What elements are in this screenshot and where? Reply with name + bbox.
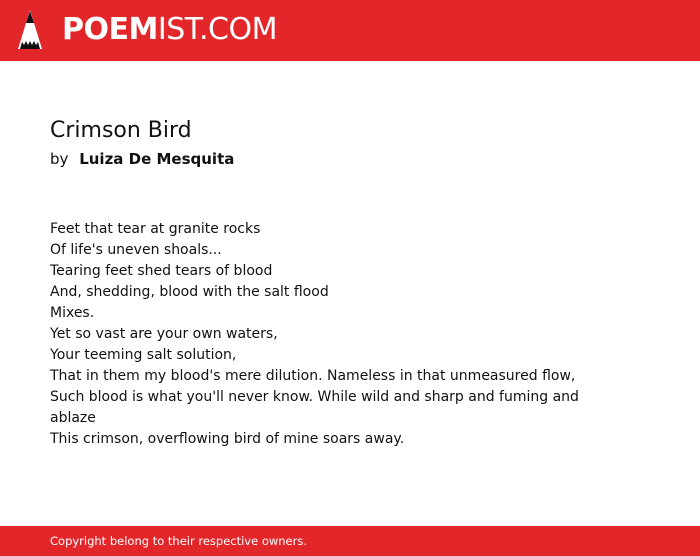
poem-body xyxy=(50,219,590,450)
poem-line: Yet so vast are your own waters, xyxy=(50,326,278,342)
by-label: by xyxy=(50,150,69,168)
poem-line: Mixes. xyxy=(50,305,95,321)
poem-line: Of life's uneven shoals... xyxy=(50,242,222,258)
pencil-icon[interactable] xyxy=(17,9,43,51)
poem-byline xyxy=(50,149,234,169)
author-name: Luiza De Mesquita xyxy=(79,150,235,168)
site-footer xyxy=(0,526,700,556)
poem-line: Feet that tear at granite rocks xyxy=(50,221,261,237)
site-header xyxy=(0,0,700,61)
poem-line: That in them my blood's mere dilution. Nameless in that unmeasured flow, xyxy=(50,368,576,384)
poem-line: Your teeming salt solution, xyxy=(50,347,237,363)
brand-light-text: IST.COM xyxy=(157,12,277,47)
poem-line: This crimson, overflowing bird of mine soars away. xyxy=(50,431,405,447)
site-logo-text[interactable] xyxy=(62,12,277,48)
poem-title: Crimson Bird xyxy=(50,118,192,143)
brand-bold-text: POEM xyxy=(62,12,158,47)
poem-line: Such blood is what you'll never know. While wild and sharp and fuming and ablaze xyxy=(50,389,579,426)
poem-line: Tearing feet shed tears of blood xyxy=(50,263,273,279)
copyright-text: Copyright belong to their respective owners. xyxy=(50,534,308,548)
poem-line: And, shedding, blood with the salt flood xyxy=(50,284,329,300)
